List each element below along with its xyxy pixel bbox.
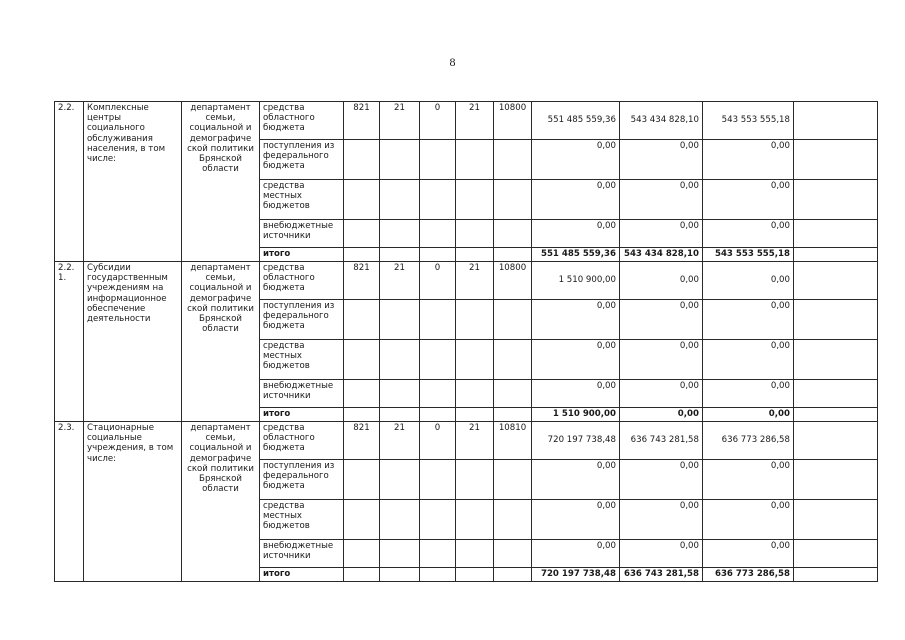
total-label: итого bbox=[260, 248, 344, 262]
amount-year-1: 0,00 bbox=[532, 220, 620, 248]
budget-code-c5: 10800 bbox=[494, 262, 532, 300]
budget-code-c1 bbox=[344, 340, 380, 380]
budget-code-c4: 21 bbox=[456, 102, 494, 140]
budget-code-c1: 821 bbox=[344, 422, 380, 460]
empty-cell bbox=[794, 408, 878, 422]
budget-code-c5 bbox=[494, 380, 532, 408]
budget-code-c3 bbox=[420, 500, 456, 540]
empty-cell bbox=[380, 568, 420, 582]
extra-cell bbox=[794, 180, 878, 220]
budget-code-c1 bbox=[344, 180, 380, 220]
page-number: 8 bbox=[449, 55, 456, 69]
budget-code-c4 bbox=[456, 220, 494, 248]
empty-cell bbox=[420, 408, 456, 422]
amount-year-3: 0,00 bbox=[703, 460, 794, 500]
amount-year-3: 0,00 bbox=[703, 500, 794, 540]
amount-year-1: 0,00 bbox=[532, 500, 620, 540]
budget-code-c4 bbox=[456, 500, 494, 540]
budget-code-c3 bbox=[420, 300, 456, 340]
section-name: Субсидии государственным учреждениям на информационное обеспечение деятельности bbox=[84, 262, 182, 422]
total-year-2: 636 743 281,58 bbox=[620, 568, 703, 582]
budget-code-c2 bbox=[380, 180, 420, 220]
budget-code-c2 bbox=[380, 340, 420, 380]
budget-code-c2 bbox=[380, 460, 420, 500]
section-name: Комплексные центры социального обслуживания населения, в том числе: bbox=[84, 102, 182, 262]
total-label: итого bbox=[260, 568, 344, 582]
empty-cell bbox=[456, 248, 494, 262]
section-index: 2.2. 1. bbox=[55, 262, 84, 422]
budget-table bbox=[54, 101, 878, 582]
budget-code-c3 bbox=[420, 380, 456, 408]
total-year-3: 0,00 bbox=[703, 408, 794, 422]
amount-year-2: 543 434 828,10 bbox=[620, 102, 703, 140]
extra-cell bbox=[794, 140, 878, 180]
budget-code-c2: 21 bbox=[380, 262, 420, 300]
budget-code-c2 bbox=[380, 500, 420, 540]
budget-code-c1: 821 bbox=[344, 102, 380, 140]
budget-code-c3 bbox=[420, 140, 456, 180]
responsible-department: департамент семьи, социальной и демографиче ской политики Брянской области bbox=[182, 422, 260, 582]
budget-code-c5 bbox=[494, 140, 532, 180]
budget-code-c4 bbox=[456, 180, 494, 220]
budget-code-c4 bbox=[456, 340, 494, 380]
amount-year-3: 0,00 bbox=[703, 140, 794, 180]
budget-code-c1 bbox=[344, 460, 380, 500]
extra-cell bbox=[794, 460, 878, 500]
extra-cell bbox=[794, 102, 878, 140]
budget-code-c3 bbox=[420, 460, 456, 500]
amount-year-1: 0,00 bbox=[532, 540, 620, 568]
table-row bbox=[55, 262, 878, 300]
total-year-1: 720 197 738,48 bbox=[532, 568, 620, 582]
budget-code-c4 bbox=[456, 140, 494, 180]
amount-year-1: 0,00 bbox=[532, 380, 620, 408]
budget-code-c1 bbox=[344, 140, 380, 180]
extra-cell bbox=[794, 540, 878, 568]
total-year-3: 543 553 555,18 bbox=[703, 248, 794, 262]
funding-source: поступления из федерального бюджета bbox=[260, 140, 344, 180]
section-index: 2.2. bbox=[55, 102, 84, 262]
responsible-department: департамент семьи, социальной и демографиче ской политики Брянской области bbox=[182, 262, 260, 422]
funding-source: внебюджетные источники bbox=[260, 220, 344, 248]
budget-code-c3 bbox=[420, 220, 456, 248]
extra-cell bbox=[794, 422, 878, 460]
amount-year-1: 0,00 bbox=[532, 340, 620, 380]
empty-cell bbox=[344, 408, 380, 422]
budget-code-c1 bbox=[344, 500, 380, 540]
amount-year-3: 0,00 bbox=[703, 180, 794, 220]
empty-cell bbox=[380, 248, 420, 262]
total-year-2: 0,00 bbox=[620, 408, 703, 422]
total-year-2: 543 434 828,10 bbox=[620, 248, 703, 262]
funding-source: средства местных бюджетов bbox=[260, 500, 344, 540]
amount-year-2: 0,00 bbox=[620, 300, 703, 340]
extra-cell bbox=[794, 340, 878, 380]
funding-source: средства областного бюджета bbox=[260, 262, 344, 300]
budget-code-c4 bbox=[456, 540, 494, 568]
section-index: 2.3. bbox=[55, 422, 84, 582]
budget-code-c4: 21 bbox=[456, 422, 494, 460]
budget-code-c2: 21 bbox=[380, 422, 420, 460]
extra-cell bbox=[794, 220, 878, 248]
budget-code-c5 bbox=[494, 340, 532, 380]
amount-year-2: 0,00 bbox=[620, 380, 703, 408]
budget-code-c2: 21 bbox=[380, 102, 420, 140]
funding-source: средства местных бюджетов bbox=[260, 340, 344, 380]
budget-code-c3 bbox=[420, 340, 456, 380]
amount-year-1: 551 485 559,36 bbox=[532, 102, 620, 140]
budget-code-c1 bbox=[344, 220, 380, 248]
empty-cell bbox=[794, 568, 878, 582]
budget-code-c5 bbox=[494, 460, 532, 500]
amount-year-3: 0,00 bbox=[703, 300, 794, 340]
responsible-department: департамент семьи, социальной и демографиче ской политики Брянской области bbox=[182, 102, 260, 262]
budget-code-c4 bbox=[456, 300, 494, 340]
extra-cell bbox=[794, 300, 878, 340]
amount-year-3: 0,00 bbox=[703, 340, 794, 380]
budget-code-c2 bbox=[380, 220, 420, 248]
amount-year-3: 0,00 bbox=[703, 380, 794, 408]
budget-code-c1 bbox=[344, 300, 380, 340]
empty-cell bbox=[420, 248, 456, 262]
budget-code-c3: 0 bbox=[420, 422, 456, 460]
amount-year-2: 0,00 bbox=[620, 500, 703, 540]
budget-code-c5 bbox=[494, 540, 532, 568]
empty-cell bbox=[344, 248, 380, 262]
amount-year-2: 0,00 bbox=[620, 540, 703, 568]
budget-code-c3 bbox=[420, 540, 456, 568]
budget-code-c2 bbox=[380, 300, 420, 340]
amount-year-2: 0,00 bbox=[620, 220, 703, 248]
amount-year-3: 0,00 bbox=[703, 220, 794, 248]
funding-source: средства областного бюджета bbox=[260, 422, 344, 460]
funding-source: средства областного бюджета bbox=[260, 102, 344, 140]
budget-code-c4 bbox=[456, 460, 494, 500]
extra-cell bbox=[794, 500, 878, 540]
budget-code-c5 bbox=[494, 180, 532, 220]
section-name: Стационарные социальные учреждения, в том числе: bbox=[84, 422, 182, 582]
amount-year-1: 0,00 bbox=[532, 180, 620, 220]
empty-cell bbox=[344, 568, 380, 582]
budget-code-c5: 10800 bbox=[494, 102, 532, 140]
empty-cell bbox=[494, 408, 532, 422]
funding-source: поступления из федерального бюджета bbox=[260, 460, 344, 500]
amount-year-3: 636 773 286,58 bbox=[703, 422, 794, 460]
budget-code-c3: 0 bbox=[420, 102, 456, 140]
budget-code-c2 bbox=[380, 380, 420, 408]
table-row bbox=[55, 422, 878, 460]
budget-code-c3 bbox=[420, 180, 456, 220]
amount-year-2: 636 743 281,58 bbox=[620, 422, 703, 460]
funding-source: внебюджетные источники bbox=[260, 380, 344, 408]
amount-year-2: 0,00 bbox=[620, 140, 703, 180]
amount-year-1: 1 510 900,00 bbox=[532, 262, 620, 300]
total-year-1: 551 485 559,36 bbox=[532, 248, 620, 262]
budget-code-c2 bbox=[380, 140, 420, 180]
amount-year-3: 0,00 bbox=[703, 262, 794, 300]
budget-code-c1 bbox=[344, 540, 380, 568]
budget-code-c3: 0 bbox=[420, 262, 456, 300]
table-row bbox=[55, 102, 878, 140]
amount-year-2: 0,00 bbox=[620, 180, 703, 220]
budget-code-c5 bbox=[494, 300, 532, 340]
amount-year-3: 543 553 555,18 bbox=[703, 102, 794, 140]
empty-cell bbox=[380, 408, 420, 422]
amount-year-3: 0,00 bbox=[703, 540, 794, 568]
empty-cell bbox=[794, 248, 878, 262]
extra-cell bbox=[794, 380, 878, 408]
total-year-3: 636 773 286,58 bbox=[703, 568, 794, 582]
empty-cell bbox=[494, 248, 532, 262]
budget-code-c5 bbox=[494, 220, 532, 248]
extra-cell bbox=[794, 262, 878, 300]
budget-code-c2 bbox=[380, 540, 420, 568]
amount-year-1: 0,00 bbox=[532, 300, 620, 340]
budget-code-c4 bbox=[456, 380, 494, 408]
budget-code-c5 bbox=[494, 500, 532, 540]
empty-cell bbox=[420, 568, 456, 582]
amount-year-2: 0,00 bbox=[620, 340, 703, 380]
funding-source: средства местных бюджетов bbox=[260, 180, 344, 220]
amount-year-2: 0,00 bbox=[620, 262, 703, 300]
budget-code-c1 bbox=[344, 380, 380, 408]
funding-source: внебюджетные источники bbox=[260, 540, 344, 568]
amount-year-1: 0,00 bbox=[532, 140, 620, 180]
empty-cell bbox=[494, 568, 532, 582]
amount-year-1: 0,00 bbox=[532, 460, 620, 500]
table-body bbox=[55, 102, 878, 582]
budget-code-c5: 10810 bbox=[494, 422, 532, 460]
amount-year-2: 0,00 bbox=[620, 460, 703, 500]
budget-code-c4: 21 bbox=[456, 262, 494, 300]
total-label: итого bbox=[260, 408, 344, 422]
budget-code-c1: 821 bbox=[344, 262, 380, 300]
total-year-1: 1 510 900,00 bbox=[532, 408, 620, 422]
amount-year-1: 720 197 738,48 bbox=[532, 422, 620, 460]
empty-cell bbox=[456, 568, 494, 582]
empty-cell bbox=[456, 408, 494, 422]
funding-source: поступления из федерального бюджета bbox=[260, 300, 344, 340]
